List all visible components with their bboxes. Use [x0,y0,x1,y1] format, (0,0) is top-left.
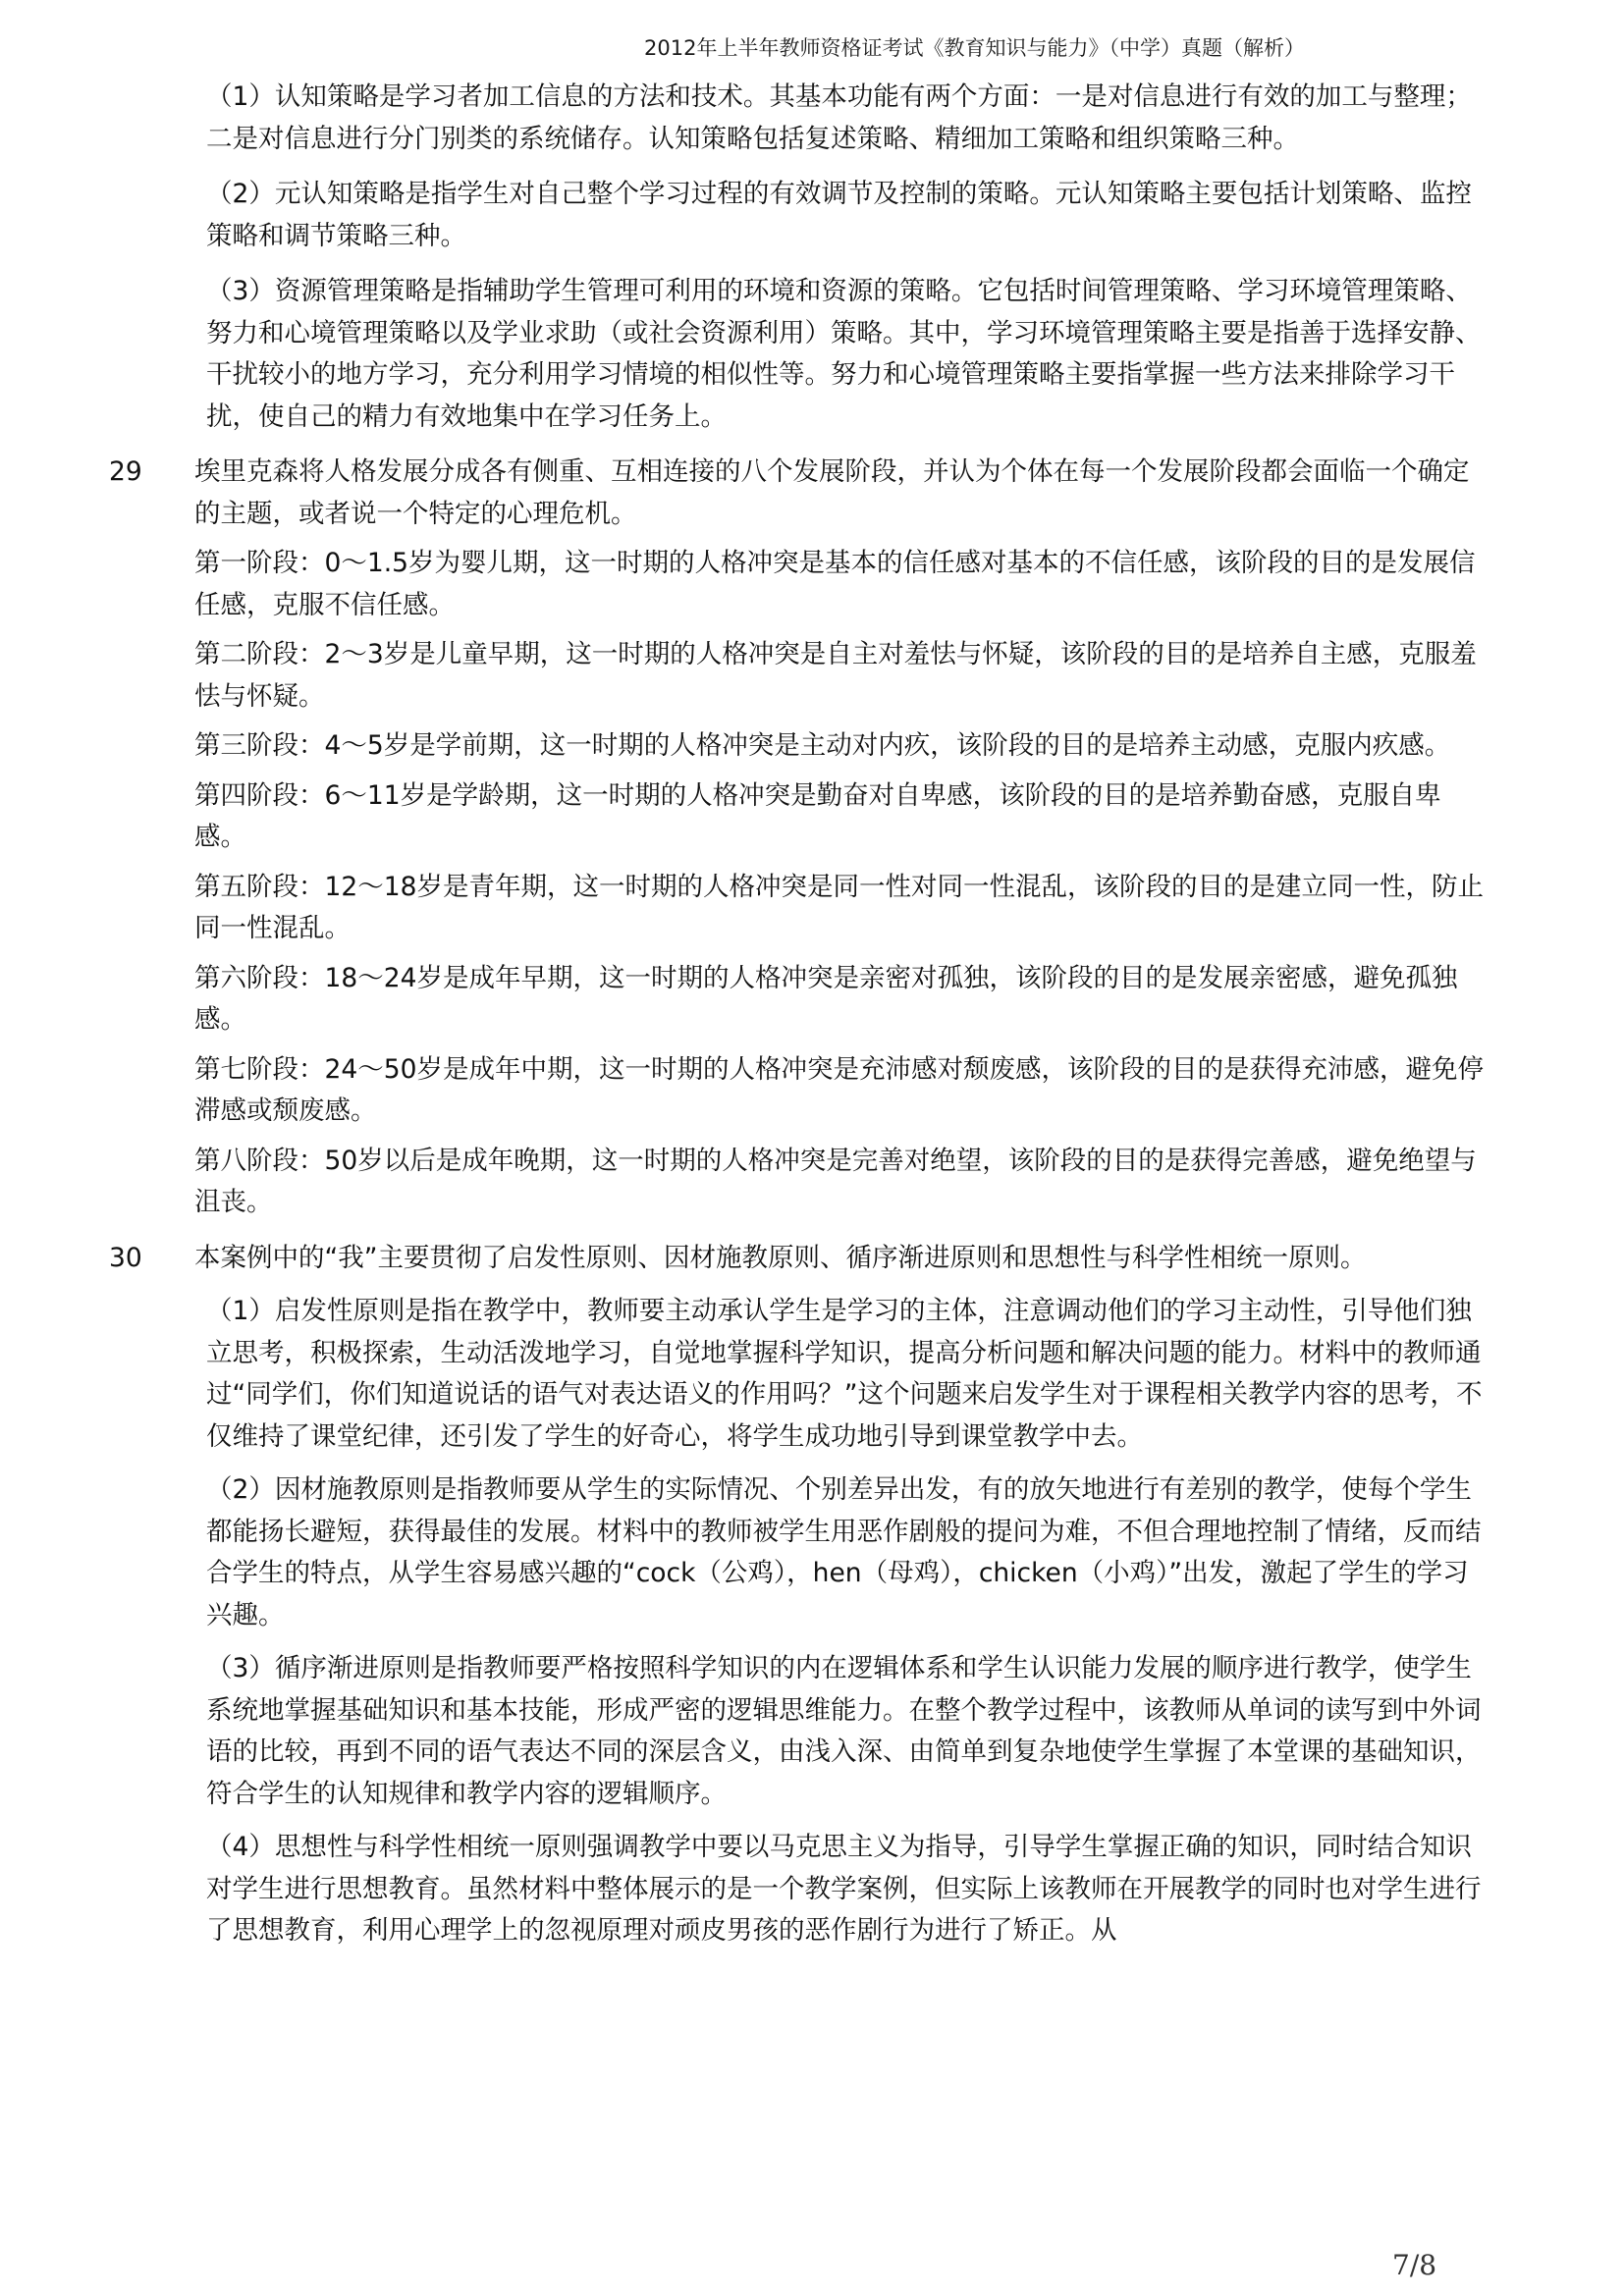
paragraph-individualized-teaching-principle: （2）因材施教原则是指教师要从学生的实际情况、个别差异出发，有的放矢地进行有差别的教学，使每个学生都能扬长避短，获得最佳的发展。材料中的教师被学生用恶作剧般的提问为难，不但合理地控制了情绪，反而结合学生的特点，从学生容易感兴趣的“cock（公鸡），hen（母鸡），chicken（小鸡）”出发，激起了学生的学习兴趣。 [206,1474,1482,1630]
stage-8: 第八阶段：50岁以后是成年晚期，这一时期的人格冲突是完善对绝望，该阶段的目的是获得完善感，避免绝望与沮丧。 [194,1145,1477,1217]
paragraph-ideology-science-unity-principle: （4）思想性与科学性相统一原则强调教学中要以马克思主义为指导，引导学生掌握正确的知识，同时结合知识对学生进行思想教育。虽然材料中整体展示的是一个教学案例，但实际上该教师在开展教学的同时也对学生进行了思想教育，利用心理学上的忽视原理对顽皮男孩的恶作剧行为进行了矫正。从 [206,1832,1482,1946]
stage-5: 第五阶段：12～18岁是青年期，这一时期的人格冲突是同一性对同一性混乱，该阶段的目的是建立同一性，防止同一性混乱。 [194,871,1484,943]
stage-4: 第四阶段：6～11岁是学龄期，这一时期的人格冲突是勤奋对自卑感，该阶段的目的是培养勤奋感，克服自卑感。 [194,779,1441,852]
paragraph-resource-management-strategy: （3）资源管理策略是指辅助学生管理可利用的环境和资源的策略。它包括时间管理策略、学习环境管理策略、努力和心境管理策略以及学业求助（或社会资源利用）策略。其中，学习环境管理策略主要是指善于选择安静、干扰较小的地方学习，充分利用学习情境的相似性等。努力和心境管理策略主要指掌握一些方法来排除学习干扰，使自己的精力有效地集中在学习任务上。 [206,276,1482,432]
question-30 [109,1238,1490,1952]
stage-3: 第三阶段：4～5岁是学前期，这一时期的人格冲突是主动对内疚，该阶段的目的是培养主动感，克服内疚感。 [194,730,1451,761]
stage-2: 第二阶段：2～3岁是儿童早期，这一时期的人格冲突是自主对羞怯与怀疑，该阶段的目的是培养自主感，克服羞怯与怀疑。 [194,639,1477,712]
page-header: 2012年上半年教师资格证考试《教育知识与能力》（中学）真题（解析） [644,36,1305,60]
stage-6: 第六阶段：18～24岁是成年早期，这一时期的人格冲突是亲密对孤独，该阶段的目的是发展亲密感，避免孤独感。 [194,962,1458,1035]
question-intro: 本案例中的“我”主要贯彻了启发性原则、因材施教原则、循序渐进原则和思想性与科学性相统一原则。 [194,1242,1367,1273]
stage-1: 第一阶段：0～1.5岁为婴儿期，这一时期的人格冲突是基本的信任感对基本的不信任感，该阶段的目的是发展信任感，克服不信任感。 [194,548,1476,620]
stage-7: 第七阶段：24～50岁是成年中期，这一时期的人格冲突是充沛感对颓废感，该阶段的目的是获得充沛感，避免停滞感或颓废感。 [194,1053,1484,1126]
paragraph-heuristic-principle: （1）启发性原则是指在教学中，教师要主动承认学生是学习的主体，注意调动他们的学习主动性，引导他们独立思考，积极探索，生动活泼地学习，自觉地掌握科学知识，提高分析问题和解决问题的能力。材料中的教师通过“同学们，你们知道说话的语气对表达语义的作用吗？”这个问题来启发学生对于课程相关教学内容的思考，不仅维持了课堂纪律，还引发了学生的好奇心，将学生成功地引导到课堂教学中去。 [206,1296,1483,1452]
page-number: 7/8 [1392,2249,1437,2281]
question-number: 29 [109,456,142,487]
paragraph-cognitive-strategy: （1）认知策略是学习者加工信息的方法和技术。其基本功能有两个方面：一是对信息进行有效的加工与整理；二是对信息进行分门别类的系统储存。认知策略包括复述策略、精细加工策略和组织策略三种。 [206,81,1472,154]
question-29 [109,452,1490,1224]
paragraph-metacognitive-strategy: （2）元认知策略是指学生对自己整个学习过程的有效调节及控制的策略。元认知策略主要包括计划策略、监控策略和调节策略三种。 [206,179,1472,251]
question-number: 30 [109,1242,142,1273]
question-intro: 埃里克森将人格发展分成各有侧重、互相连接的八个发展阶段，并认为个体在每一个发展阶段都会面临一个确定的主题，或者说一个特定的心理危机。 [194,456,1470,529]
document-body [109,77,1490,1952]
paragraph-gradual-progress-principle: （3）循序渐进原则是指教师要严格按照科学知识的内在逻辑体系和学生认识能力发展的顺序进行教学，使学生系统地掌握基础知识和基本技能，形成严密的逻辑思维能力。在整个教学过程中，该教师从单词的读写到中外词语的比较，再到不同的语气表达不同的深层含义，由浅入深、由简单到复杂地使学生掌握了本堂课的基础知识，符合学生的认知规律和教学内容的逻辑顺序。 [206,1653,1482,1809]
